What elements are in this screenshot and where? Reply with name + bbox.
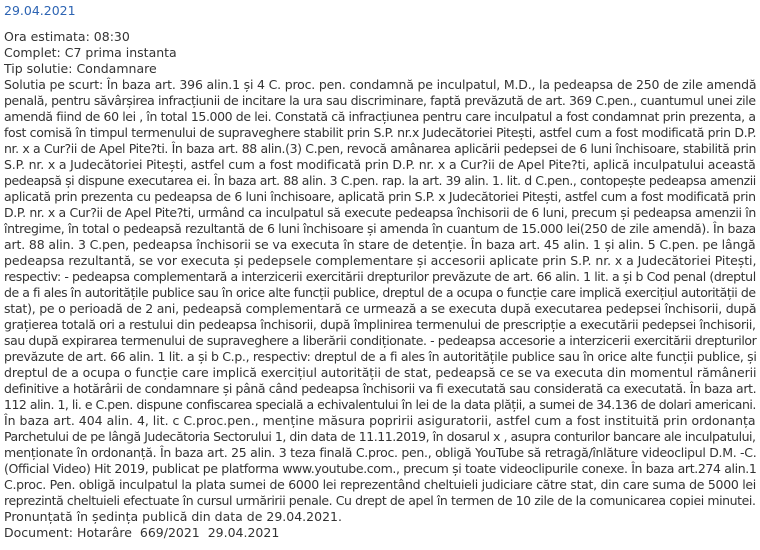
summary-line: prevăzute de art. 66 alin. 1 lit. a și b C.p., respectiv: dreptul de a fi ales în autoritățile publice sau în orice alte funcții publice, și [4,349,757,364]
summary-line: D.P. nr. x a Cur?ii de Apel Pite?ti, urmând ca inculpatul să execute pedeapsa închisorii de 6 luni, precum și pedeapsa amenzii în [4,205,756,220]
ora-estimata-label: Ora estimata: [4,29,90,44]
complet-row [4,45,756,61]
summary-text: În baza art. 396 alin.1 și 4 C. proc. pen. condamnă pe inculpatul, M.D., la pedeapsa de 250 de zile amendă [106,77,757,92]
summary-line: 112 alin. 1, li. e C.pen. dispune confiscarea specială a echivalentului în lei de la data plății, a sumei de 34.136 de dolari americani. [4,397,756,412]
summary-line: Pronunțată în ședința publică din data de 29.04.2021. [4,509,342,524]
document-value: Hotarâre 669/2021 29.04.2021 [76,525,280,540]
summary-line: sau după expirarea termenului de supraveghere a liberării condiționate. - pedeapsa accesorie a interzicerii exercitării drepturilor [4,333,757,348]
summary-line: pedeapsă și dispune executarea ei. În baza art. 88 alin. 3 C.pen. rap. la art. 39 alin. 1. lit. d C.pen., contopește pedeapsa amenzii [4,173,756,188]
document-row [4,525,756,541]
summary-line: art. 88 alin. 3 C.pen, pedeapsa închisorii se va executa în stare de detenție. În baza art. 45 alin. 1 și alin. 5 C.pen. pe lângă [4,237,756,252]
summary-line: definitive a hotărârii de condamnare și până când pedeapsa închisorii va fi executată sau considerată ca executată. În baza art. [4,381,757,396]
tip-solutie-row [4,61,756,77]
ora-estimata-row [4,29,756,45]
solutia-pe-scurt-block [4,77,756,525]
summary-line: aplicată prin prezenta cu pedeapsa de 6 luni închisoare, aplicată prin S.P. x Judecătoriei Pitești, astfel cum a fost modificată prin [4,189,756,204]
solutia-label: Solutia pe scurt: [4,77,103,92]
summary-line: grațierea totală ori a restului din pedeapsa închisorii, după împlinirea termenului de prescripție a executării pedepsei închisorii, [4,317,756,332]
summary-line: de a fi ales în autoritățile publice sau în orice alte funcții publice, dreptul de a ocupa o funcție care implică exercițiul autorității de [4,285,756,300]
summary-line: respectiv: - pedeapsa complementară a interzicerii exercitării drepturilor prevăzute de art. 66 alin. 1 lit. a și b Cod penal (dreptul [4,269,756,284]
summary-line: S.P. nr. x a Judecătoriei Pitești, astfel cum a fost modificată prin D.P. nr. x a Cur?ii de Apel Pite?ti, aplică inculpatului această [4,157,756,172]
summary-line: pedeapsa rezultantă, se vor executa și pedepsele complementare și accesorii aplicate prin S.P. nr. x a Judecătoriei Pitești, [4,253,757,268]
summary-line [4,77,756,93]
complet-value: C7 prima instanta [64,45,177,60]
summary-line: reprezintă cheltuieli efectuate în cursul urmăririi penale. Cu drept de apel în termen de 10 zile de la comunicarea copiei minutei. [4,493,756,508]
tip-solutie-label: Tip solutie: [4,61,73,76]
summary-line: În baza art. 404 alin. 4, lit. c C.proc.pen., menține măsura popririi asiguratorii, astfel cum a fost instituită prin ordonanța [4,413,756,428]
ora-estimata-value: 08:30 [93,29,130,44]
summary-line: menționate în ordonanță. În baza art. 25 alin. 3 teza finală C.proc. pen., obligă YouTube să retragă/înlăture videoclipul D.M. -C. [4,445,757,460]
summary-line: amendă fiind de 60 lei , în total 15.000 de lei. Constată că infracțiunea pentru care inculpatul a fost condamnat prin prezenta, a [4,109,756,124]
decision-date-heading: 29.04.2021 [4,3,76,18]
summary-line: stat), pe o perioadă de 2 ani, pedeapsă complementară ce urmează a se executa după executarea pedepsei închisorii, după [4,301,757,316]
summary-line: C.proc. Pen. obligă inculpatul la plata sumei de 6000 lei reprezentând cheltuieli judiciare către stat, din care suma de 5000 lei [4,477,756,492]
summary-line: întregime, în total o pedeapsă rezultantă de 6 luni închisoare și amenda în cuantum de 15.000 lei(250 de zile amendă). În baza [4,221,756,236]
summary-line: (Official Video) Hit 2019, publicat pe platforma www.youtube.com., precum și toate videoclipurile conexe. În baza art.274 alin.1 [4,461,757,476]
summary-line: Parchetului de pe lângă Judecătoria Sectorului 1, din data de 11.11.2019, în dosarul x , asupra conturilor bancare ale inculpatului, [4,429,756,444]
document-label: Document: [4,525,73,540]
summary-line: nr. x a Cur?ii de Apel Pite?ti. În baza art. 88 alin.(3) C.pen, revocă amânarea aplicării pedepsei de 6 luni închisoare, stabilită prin [4,141,756,156]
summary-line: fost comisă în timpul termenului de supraveghere stabilit prin S.P. nr.x Judecătoriei Pitești, astfel cum a fost modificată prin D.P. [4,125,757,140]
tip-solutie-value: Condamnare [76,61,157,76]
summary-line: penală, pentru săvârșirea infracțiunii de incitare la ura sau discriminare, faptă prevăzută de art. 369 C.pen., cuantumul unei zile [4,93,756,108]
summary-line: dreptul de a ocupa o funcție care implică exercițiul autorității de stat, pedeapsă ce se va executa din momentul rămânerii [4,365,757,380]
complet-label: Complet: [4,45,61,60]
